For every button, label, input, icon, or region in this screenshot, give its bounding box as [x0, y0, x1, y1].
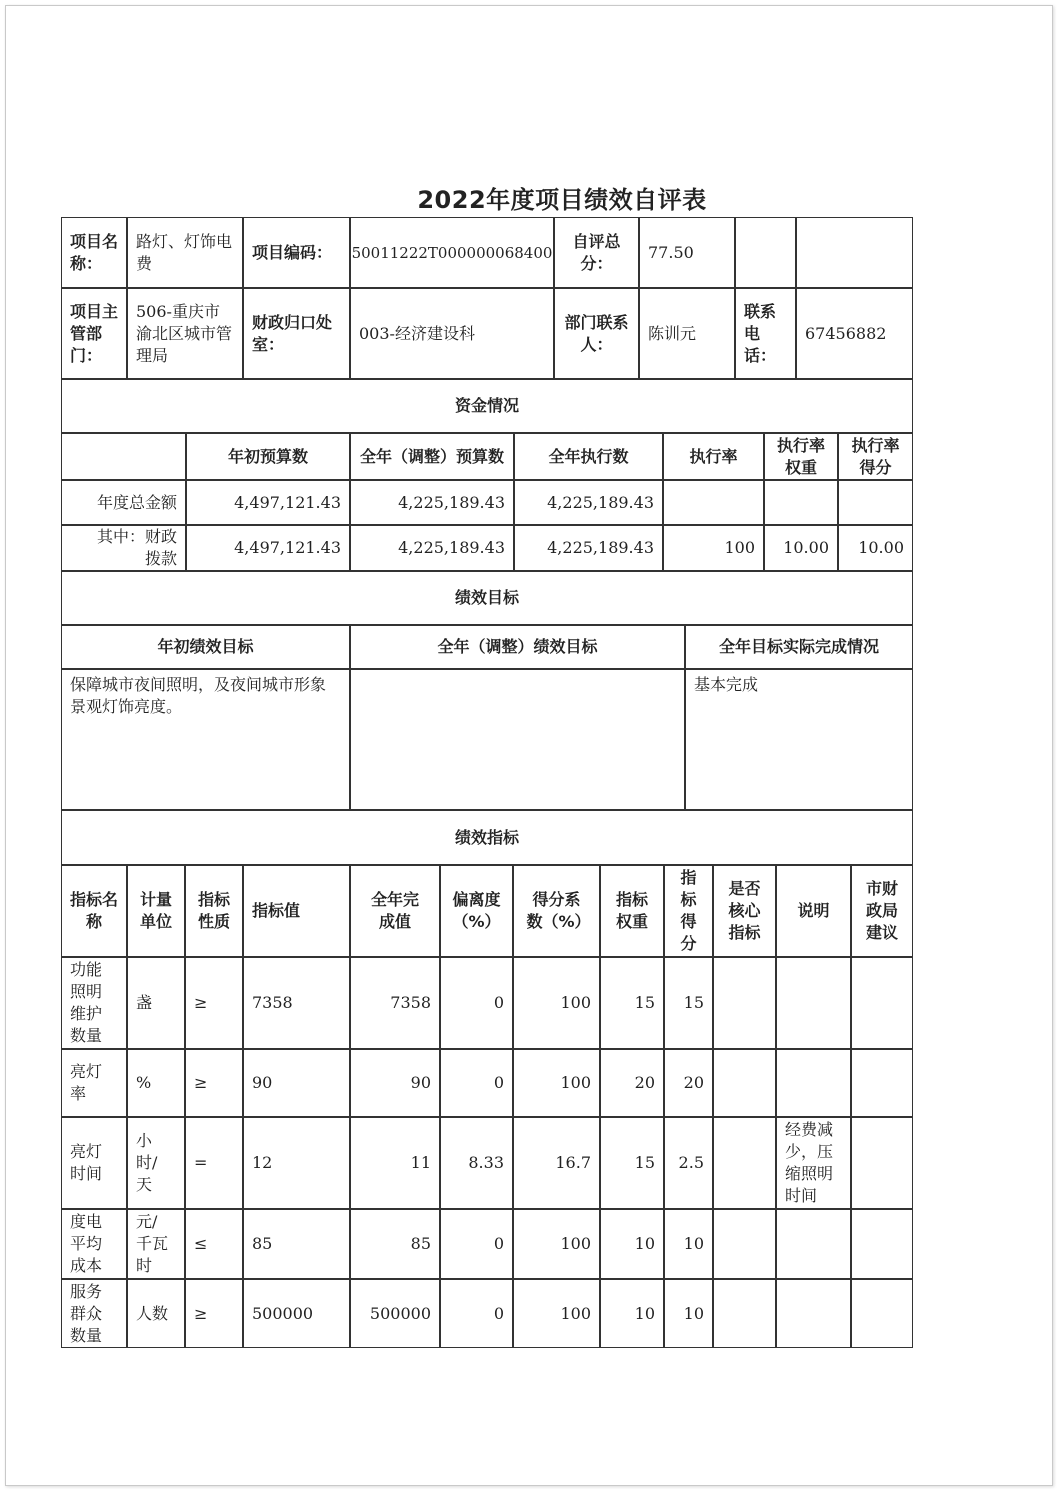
ind-note: [776, 1049, 851, 1117]
funds-cell: [838, 480, 913, 525]
ind-target: 85: [243, 1209, 350, 1279]
funds-row-label: 其中：财政拨款: [61, 525, 186, 571]
phone: 67456882: [796, 288, 913, 379]
ind-col-advice: 市财政局建议: [851, 865, 913, 957]
ind-done: 7358: [350, 957, 440, 1049]
ind-nature: ≥: [185, 957, 243, 1049]
ind-advice: [851, 1049, 913, 1117]
ind-target: 7358: [243, 957, 350, 1049]
ind-coef: 100: [513, 1049, 600, 1117]
ind-nature: ≥: [185, 1279, 243, 1348]
ind-unit: 小时/天: [127, 1117, 185, 1209]
ind-deviation: 0: [440, 957, 513, 1049]
ind-target: 90: [243, 1049, 350, 1117]
ind-core: [713, 1049, 776, 1117]
ind-note: 经费减少，压缩照明时间: [776, 1117, 851, 1209]
ind-note: [776, 1209, 851, 1279]
ind-name: 度电平均成本: [61, 1209, 127, 1279]
funds-row-label: 年度总金额: [61, 480, 186, 525]
funds-col-adjusted: 全年（调整）预算数: [350, 433, 514, 480]
ind-core: [713, 1279, 776, 1348]
ind-col-done: 全年完成值: [350, 865, 440, 957]
goals-col-initial: 年初绩效目标: [61, 625, 350, 669]
ind-done: 500000: [350, 1279, 440, 1348]
ind-col-name: 指标名称: [61, 865, 127, 957]
funds-cell: 10.00: [764, 525, 838, 571]
ind-col-weight: 指标权重: [600, 865, 664, 957]
ind-nature: ≥: [185, 1049, 243, 1117]
funds-col-budget: 年初预算数: [186, 433, 350, 480]
ind-nature: ≤: [185, 1209, 243, 1279]
project-code: 50011222T000000068400: [350, 217, 554, 288]
ind-core: [713, 1117, 776, 1209]
goals-initial: 保障城市夜间照明，及夜间城市形象景观灯饰亮度。: [61, 669, 350, 810]
total-score: 77.50: [639, 217, 735, 288]
empty-cell: [796, 217, 913, 288]
funds-section-title: 资金情况: [61, 379, 913, 433]
phone-label: 联系电话：: [735, 288, 796, 379]
ind-unit: %: [127, 1049, 185, 1117]
ind-score: 20: [664, 1049, 713, 1117]
ind-weight: 15: [600, 1117, 664, 1209]
funds-col-score: 执行率得分: [838, 433, 913, 480]
ind-done: 11: [350, 1117, 440, 1209]
ind-weight: 10: [600, 1209, 664, 1279]
contact-label: 部门联系人：: [554, 288, 639, 379]
funds-cell: 100: [663, 525, 764, 571]
empty-cell: [735, 217, 796, 288]
ind-score: 15: [664, 957, 713, 1049]
ind-weight: 10: [600, 1279, 664, 1348]
dept-label: 项目主管部门：: [61, 288, 127, 379]
ind-unit: 人数: [127, 1279, 185, 1348]
ind-col-nature: 指标性质: [185, 865, 243, 957]
ind-score: 10: [664, 1209, 713, 1279]
ind-score: 10: [664, 1279, 713, 1348]
ind-unit: 元/千瓦时: [127, 1209, 185, 1279]
ind-advice: [851, 1117, 913, 1209]
funds-cell: 4,497,121.43: [186, 525, 350, 571]
funds-cell: 4,497,121.43: [186, 480, 350, 525]
ind-advice: [851, 1279, 913, 1348]
funds-col-weight: 执行率权重: [764, 433, 838, 480]
ind-coef: 100: [513, 957, 600, 1049]
goals-col-adjusted: 全年（调整）绩效目标: [350, 625, 685, 669]
ind-unit: 盏: [127, 957, 185, 1049]
score-label: 自评总分：: [554, 217, 639, 288]
ind-advice: [851, 1209, 913, 1279]
ind-done: 85: [350, 1209, 440, 1279]
ind-done: 90: [350, 1049, 440, 1117]
ind-col-deviation: 偏离度（%）: [440, 865, 513, 957]
goals-adjusted: [350, 669, 685, 810]
ind-col-target: 指标值: [243, 865, 350, 957]
page-title: 2022年度项目绩效自评表: [417, 186, 707, 214]
goals-section-title: 绩效目标: [61, 571, 913, 625]
funds-cell: 4,225,189.43: [350, 525, 514, 571]
ind-score: 2.5: [664, 1117, 713, 1209]
ind-coef: 16.7: [513, 1117, 600, 1209]
ind-col-core: 是否核心指标: [713, 865, 776, 957]
funds-col-executed: 全年执行数: [514, 433, 663, 480]
ind-deviation: 0: [440, 1209, 513, 1279]
funds-corner: [61, 433, 186, 480]
project-name-label: 项目名称：: [61, 217, 127, 288]
dept: 506-重庆市渝北区城市管理局: [127, 288, 243, 379]
ind-col-score: 指标得分: [664, 865, 713, 957]
project-name: 路灯、灯饰电费: [127, 217, 243, 288]
ind-note: [776, 1279, 851, 1348]
funds-col-rate: 执行率: [663, 433, 764, 480]
ind-name: 亮灯时间: [61, 1117, 127, 1209]
funds-cell: [764, 480, 838, 525]
goals-actual: 基本完成: [685, 669, 913, 810]
contact-person: 陈训元: [639, 288, 735, 379]
ind-target: 12: [243, 1117, 350, 1209]
indicators-section-title: 绩效指标: [61, 810, 913, 865]
ind-nature: =: [185, 1117, 243, 1209]
funds-cell: 4,225,189.43: [514, 480, 663, 525]
funds-cell: 4,225,189.43: [350, 480, 514, 525]
ind-name: 服务群众数量: [61, 1279, 127, 1348]
ind-deviation: 0: [440, 1279, 513, 1348]
ind-core: [713, 1209, 776, 1279]
ind-coef: 100: [513, 1209, 600, 1279]
ind-advice: [851, 957, 913, 1049]
ind-target: 500000: [243, 1279, 350, 1348]
ind-note: [776, 957, 851, 1049]
ind-name: 功能照明维护数量: [61, 957, 127, 1049]
funds-cell: [663, 480, 764, 525]
funds-cell: 4,225,189.43: [514, 525, 663, 571]
ind-name: 亮灯率: [61, 1049, 127, 1117]
ind-core: [713, 957, 776, 1049]
finance-label: 财政归口处室：: [243, 288, 350, 379]
project-code-label: 项目编码：: [243, 217, 350, 288]
ind-deviation: 8.33: [440, 1117, 513, 1209]
funds-cell: 10.00: [838, 525, 913, 571]
ind-col-note: 说明: [776, 865, 851, 957]
ind-deviation: 0: [440, 1049, 513, 1117]
ind-weight: 20: [600, 1049, 664, 1117]
ind-col-unit: 计量单位: [127, 865, 185, 957]
goals-col-actual: 全年目标实际完成情况: [685, 625, 913, 669]
finance-office: 003-经济建设科: [350, 288, 554, 379]
ind-weight: 15: [600, 957, 664, 1049]
ind-col-coef: 得分系数（%）: [513, 865, 600, 957]
ind-coef: 100: [513, 1279, 600, 1348]
